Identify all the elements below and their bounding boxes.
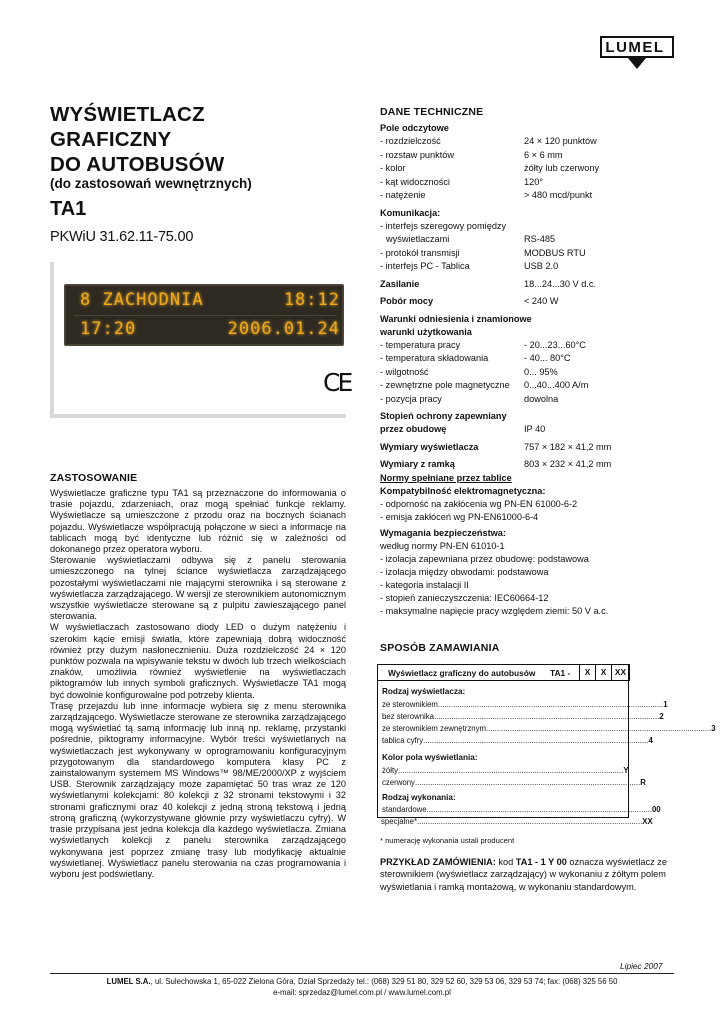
publication-date: Lipiec 2007	[620, 961, 663, 971]
norm-item: - emisja zakłóceń wg PN-EN61000-6-4	[380, 512, 539, 522]
application-paragraph: Trasę przejazdu lub inne informacje wybiera się z menu sterownika zarządzającego. Wyświetlacze sterowane ze sterownika zarządzającego mogą wyświetlać tą samą informację lub inną np. reklamę, przystanki pośrednie, piktogramy informacyjne. Wybór treści wyświetlanych na wyświetlaczach jest wykonywany w oprogramowaniu konfiguracyjnym przygotowanym dla standardowego komputera klasy PC z zainstalowanym systemem MS Windows™ 98/ME/2000/XP z wyjściem USB. Sterownik zarządzający może zapamiętać 50 tras wraz ze 120 wyświetlanymi kolekcjami: 80 kolekcji z 32 stronami tekstowymi i 32 stronami graficznymi oraz 40 kolekcji z jedną stroną tekstową i jedną stroną graficzną (wykorzystywane głównie przy wyświetlaczu cyfry). W trasie przypisana jest jedna kolekcja dla każdego wyświetlacza. Zmiana wyświetlanych kolekcji z panelu sterownika zarządzającego wykonywana jest poprzez zmianę trasy lub modyfikację aktualnie wyświetlanej. Wyświetlacz panelu sterowania na czas programowania i wyboru jest podświetlany.	[50, 700, 346, 879]
order-product-label: Wyświetlacz graficzny do autobusów	[388, 668, 536, 678]
spec-value: MODBUS RTU	[524, 247, 586, 258]
safety-title: Wymagania bezpieczeństwa:	[380, 528, 506, 538]
order-group-title: Rodzaj wykonania:	[382, 793, 456, 802]
spec-row	[380, 150, 680, 164]
order-option: ze sterownikiem zewnętrznym ........................................................................................................ 3	[382, 724, 716, 733]
order-code-header	[377, 664, 629, 681]
spec-value: 18...24...30 V d.c.	[524, 278, 597, 289]
spec-row	[380, 353, 680, 367]
spec-key: - zewnętrzne pole magnetyczne	[380, 380, 510, 390]
spec-row	[380, 394, 680, 408]
spec-key: - rozdzielczość	[380, 136, 441, 146]
norm-item: - izolacja zapewniana przez obudowę: podstawowa	[380, 554, 589, 564]
spec-row	[380, 248, 680, 262]
spec-key: - rozstaw punktów	[380, 149, 455, 160]
order-example-label: PRZYKŁAD ZAMÓWIENIA:	[380, 857, 496, 867]
footer-divider	[50, 973, 674, 974]
spec-row	[380, 424, 680, 438]
led-row-2	[80, 319, 340, 343]
spec-row	[380, 296, 680, 310]
spec-value: < 240 W	[524, 296, 559, 306]
spec-key: - interfejs szeregowy pomiędzy	[380, 220, 507, 231]
spec-row	[380, 221, 680, 235]
specs-list	[380, 123, 680, 473]
spec-value: > 480 mcd/punkt	[524, 190, 593, 200]
spec-row	[380, 380, 680, 394]
norm-item: - izolacja między obwodami: podstawowa	[380, 567, 549, 577]
order-options-frame	[377, 680, 716, 818]
spec-group-title: Stopień ochrony zapewniany	[380, 411, 507, 421]
spec-value: 0... 95%	[524, 366, 558, 377]
spec-key: Pobór mocy	[380, 296, 434, 306]
spec-value: dowolna	[524, 393, 559, 404]
title-line-3: DO AUTOBUSÓW	[50, 153, 225, 176]
spec-row	[380, 136, 680, 150]
document-subtitle: (do zastosowań wewnętrznych)	[50, 176, 252, 191]
spec-value: 120°	[524, 176, 544, 187]
norm-item: według normy PN-EN 61010-1	[380, 541, 505, 551]
spec-key: Zasilanie	[380, 278, 420, 289]
spec-group-title: Warunki odniesienia i znamionowe	[380, 313, 532, 324]
order-code-cell: XX	[611, 664, 630, 681]
spec-value: - 20...23...60°C	[524, 339, 586, 350]
footer-contact: e-mail: sprzedaz@lumel.com.pl / www.lumel.com.pl	[273, 988, 451, 997]
spec-key: Wymiary z ramką	[380, 459, 455, 469]
footer-address-text: , ul. Sulechowska 1, 65-022 Zielona Góra, Dział Sprzedaży tel.: (068) 329 51 80, 329 52 60, 329 53 06, 329 53 74; fax: (068) 325 56 50	[150, 977, 618, 986]
emc-title: Kompatybilność elektromagnetyczna:	[380, 486, 546, 496]
title-line-1: WYŚWIETLACZ	[50, 103, 205, 126]
spec-group-title: Komunikacja:	[380, 207, 441, 218]
spec-value: 803 × 232 × 41,2 mm	[524, 459, 612, 469]
spec-row	[380, 442, 680, 456]
spec-value: IP 40	[524, 424, 546, 434]
spec-value: - 40... 80°C	[524, 353, 571, 363]
order-code-table	[377, 664, 716, 826]
order-product-code: TA1 -	[550, 668, 571, 678]
spec-value: 24 × 120 punktów	[524, 136, 597, 146]
order-example	[380, 856, 680, 893]
spec-row	[380, 367, 680, 381]
norm-item: - odporność na zakłócenia wg PN-EN 61000-6-2	[380, 499, 578, 509]
application-body	[50, 488, 346, 880]
spec-key: - kąt widoczności	[380, 176, 450, 187]
order-code-cell: X	[595, 664, 612, 681]
image-frame-horizontal	[50, 414, 346, 418]
spec-key: - protokół transmisji	[380, 247, 460, 258]
model-name: TA1	[50, 198, 87, 220]
spec-row	[380, 163, 680, 177]
application-paragraph: W wyświetlaczach zastosowano diody LED o dużym natężeniu i szerokim kącie emisji światła, które zapewniają dobrą widoczność również przy dużym nasłonecznieniu. Duża rozdzielczość 24 × 120 punktów pozwala na wpisywanie tekstu w dwóch lub trzech wielkościach znaków, umożliwia również wyświetlenie na wyświetlaczach piktogramów lub innych symboli graficznych. Wyświetlacze TA1 mogą być dowolnie konfigurowalne pod potrzeby klienta.	[50, 622, 346, 700]
spec-value: żółty lub czerwony	[524, 163, 600, 173]
order-option: ze sterownikiem ........................................................................................................ 1	[382, 700, 668, 709]
order-option: tablica cyfry ........................................................................................................ 4	[382, 736, 653, 745]
order-footnote: * numerację wykonania ustali producent	[380, 836, 515, 845]
norms-heading: Normy spełniane przez tablice	[380, 473, 512, 483]
led-route-text: 8 ZACHODNIA	[80, 290, 204, 310]
order-option: specjalne* ........................................................................................................ XX	[381, 817, 653, 826]
order-option: czerwony ........................................................................................................ R	[382, 778, 646, 787]
spec-row	[380, 261, 680, 275]
title-line-2: GRAFICZNY	[50, 128, 172, 151]
order-option: bez sterownika ........................................................................................................ 2	[382, 712, 664, 721]
order-example-text: kod	[495, 857, 516, 867]
spec-row	[380, 177, 680, 191]
norm-item: - kategoria instalacji II	[380, 580, 469, 590]
spec-value: 6 × 6 mm	[524, 149, 563, 160]
specs-heading: DANE TECHNICZNE	[380, 106, 484, 118]
spec-key: przez obudowę	[380, 424, 447, 434]
spec-row	[380, 234, 680, 248]
norms-section	[380, 472, 680, 618]
spec-key: - interfejs PC - Tablica	[380, 261, 470, 271]
pkwiu-code: PKWiU 31.62.11-75.00	[50, 229, 194, 245]
spec-key: wyświetlaczami	[386, 234, 450, 244]
footer-company: LUMEL S.A.	[106, 977, 151, 986]
spec-group-title: Pole odczytowe	[380, 123, 449, 133]
document-title	[50, 102, 224, 177]
led-divider	[74, 315, 336, 316]
spec-value: USB 2.0	[524, 261, 559, 271]
spec-value: 0...40...400 A/m	[524, 380, 589, 390]
order-group-title: Kolor pola wyświetlania:	[382, 753, 478, 762]
spec-key: Wymiary wyświetlacza	[380, 441, 479, 452]
order-heading: SPOSÓB ZAMAWIANIA	[380, 642, 500, 654]
led-time2-text: 17:20	[80, 319, 137, 339]
order-group-title: Rodzaj wyświetlacza:	[382, 687, 466, 696]
led-display-photo	[64, 284, 344, 346]
logo-arrow-icon	[628, 58, 646, 69]
led-row-1	[80, 290, 340, 314]
spec-key: - temperatura pracy	[380, 339, 461, 350]
norm-item: - stopień zanieczyszczenia: IEC60664-12	[380, 593, 549, 603]
spec-value: RS-485	[524, 234, 556, 244]
order-option: standardowe ........................................................................................................ 00	[382, 805, 661, 814]
spec-key: - kolor	[380, 163, 406, 173]
application-paragraph: Wyświetlacze graficzne typu TA1 są przeznaczone do informowania o trasie pojazdu, zdarzeniach, oraz mogą spełniać funkcje reklamy. Wyświetlacze są umieszczone z przodu oraz na bocznych ścianach pojazdu. Wyświetlacze współpracują połączone w sieci a informacje na tablicach mogą być identyczne lub różnić się w zależności od dokonanego przez operatora wyboru.	[50, 488, 346, 555]
order-option: żółty ........................................................................................................ Y	[382, 766, 629, 775]
spec-key: - natężenie	[380, 190, 426, 200]
order-code-cell: X	[579, 664, 596, 681]
ce-mark-icon: CE	[323, 368, 351, 397]
order-example-code: TA1 - 1 Y 00	[515, 857, 567, 867]
spec-key: - temperatura składowania	[380, 353, 489, 363]
logo-text: LUMEL	[605, 39, 665, 56]
spec-value: 757 × 182 × 41,2 mm	[524, 441, 612, 452]
order-example-text: oznacza wyświetlacz ze sterownikiem (wyświetlacz zarządzający) w wykonaniu z żółtym polem wyświetlania i ramką montażową, w wykonaniu standardowym.	[380, 857, 667, 892]
spec-group-title: warunki użytkowania	[380, 326, 472, 337]
spec-row	[380, 279, 680, 293]
spec-key: - pozycja pracy	[380, 393, 442, 404]
spec-key: - wilgotność	[380, 366, 429, 377]
application-heading: ZASTOSOWANIE	[50, 472, 138, 484]
led-date-text: 2006.01.24	[227, 319, 340, 339]
image-frame-vertical	[50, 262, 54, 414]
spec-row	[380, 340, 680, 354]
footer-address	[50, 977, 674, 987]
norm-item: - maksymalne napięcie pracy względem ziemi: 50 V a.c.	[380, 606, 609, 616]
led-time-text: 18:12	[283, 290, 340, 310]
spec-row	[380, 459, 680, 473]
spec-row	[380, 190, 680, 204]
lumel-logo	[600, 36, 674, 72]
application-paragraph: Sterowanie wyświetlaczami odbywa się z panelu sterowania umieszczonego na tylnej ściance wyświetlacza zarządzającego pozostałymi wyświetlaczami nie mającymi sterownika i są sterowane z wyświetlacza zarządzającego. W wersji ze sterownikiem autonomicznym wszystkie wyświetlacze sterowane są z pulpitu zawieszającego panel sterowania.	[50, 555, 346, 622]
